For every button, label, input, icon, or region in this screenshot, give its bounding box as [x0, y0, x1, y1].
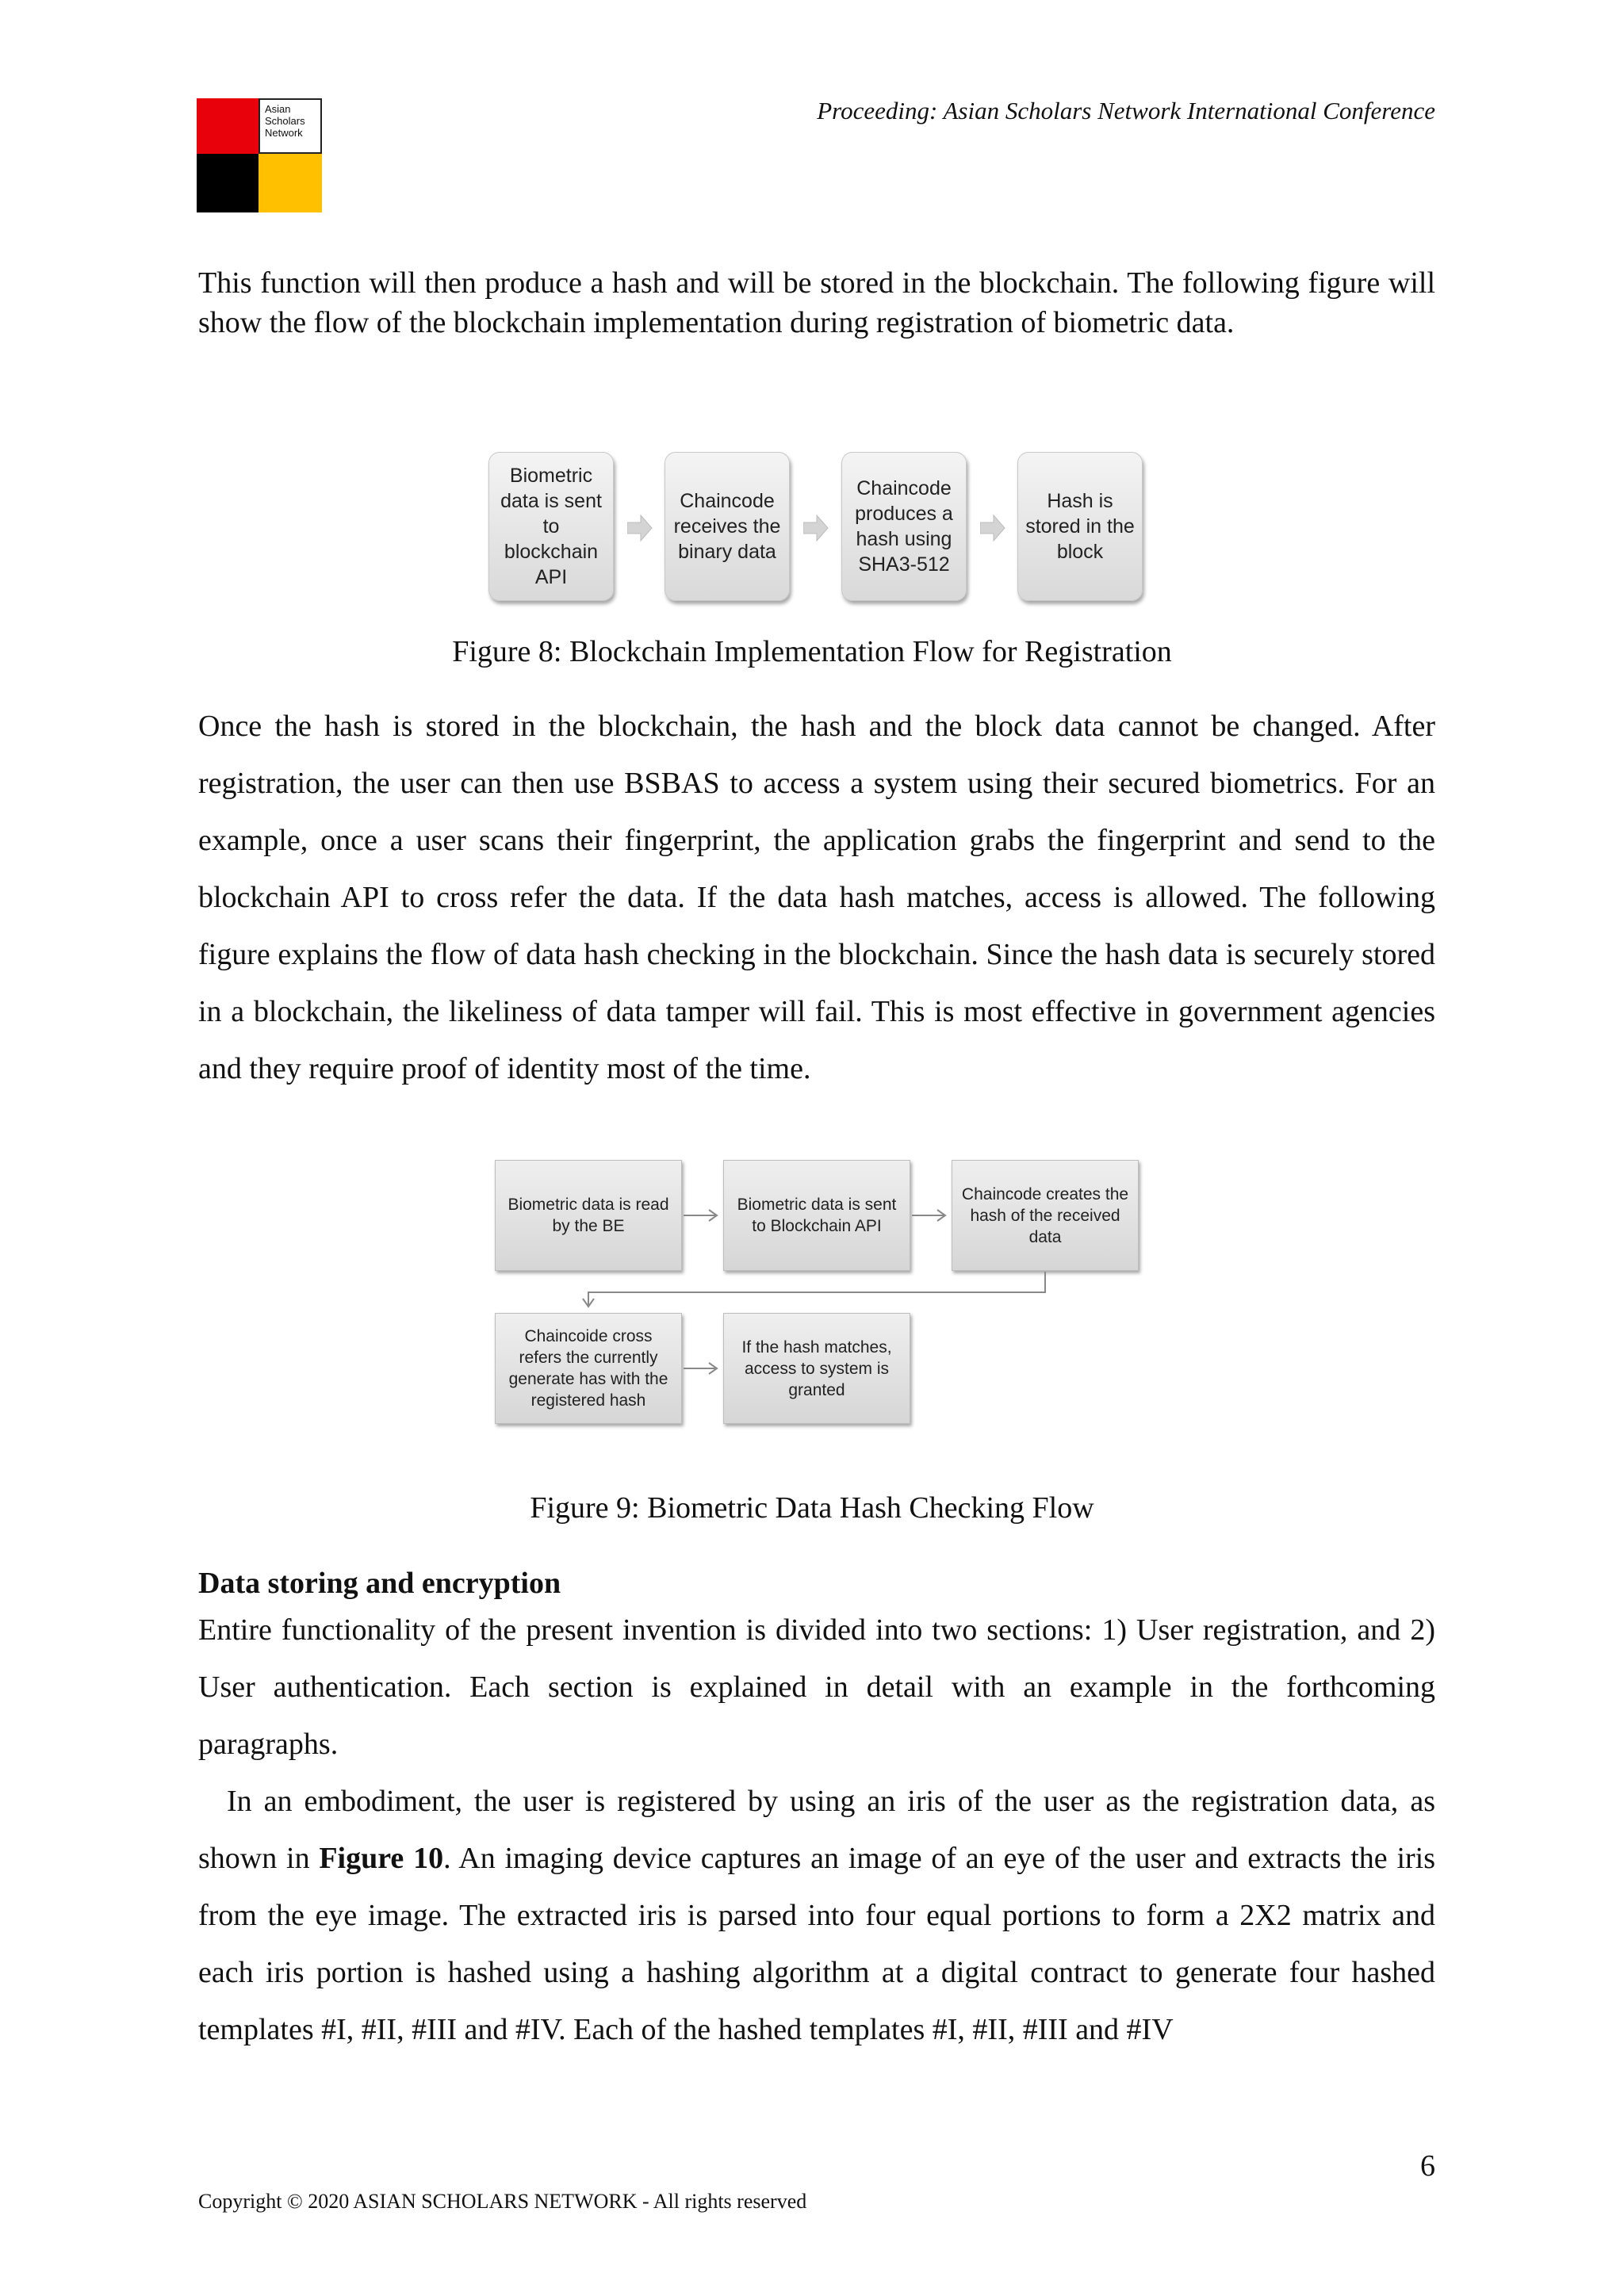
section-heading: Data storing and encryption [198, 1567, 561, 1600]
flow-step: Biometric data is sent to blockchain API [488, 452, 614, 601]
page-number: 6 [1420, 2149, 1435, 2183]
figure-9-caption: Figure 9: Biometric Data Hash Checking Flow [530, 1491, 1094, 1525]
flow-step: Chaincode produces a hash using SHA3-512 [841, 452, 967, 601]
paragraph-3: Entire functionality of the present invention is divided into two sections: 1) User registration, and 2) User authentication. Each section is explained in detail with an example in the forthcoming paragraphs. [198, 1613, 1435, 1761]
intro-paragraph: This function will then produce a hash and will be stored in the blockchain. The following figure will show the flow of the blockchain implementation during registration of biometric data. [198, 266, 1435, 339]
figure-8-caption: Figure 8: Blockchain Implementation Flow for Registration [452, 635, 1172, 668]
running-header: Proceeding: Asian Scholars Network International Conference [817, 97, 1435, 124]
flow-step: Biometric data is sent to Blockchain API [723, 1160, 910, 1271]
copyright-footer: Copyright © 2020 ASIAN SCHOLARS NETWORK - All rights reserved [198, 2190, 807, 2213]
figure-10-reference: Figure 10 [319, 1842, 444, 1875]
paragraph-4: In an embodiment, the user is registered by using an iris of the user as the registration data, as shown in Figure 10. An imaging device captures an image of an eye of the user and extracts the iris from the eye image. The extracted iris is parsed into four equal portions to form a 2X2 matrix and each iris portion is hashed using a hashing algorithm at a digital contract to generate four hashed templates #I, #II, #III and #IV. Each of the hashed templates #I, #II, #III and #IV [198, 1785, 1435, 2046]
flow-step: Hash is stored in the block [1017, 452, 1143, 601]
flow-step: Chaincode creates the hash of the received data [952, 1160, 1139, 1271]
flow-step: Chaincoide cross refers the currently generate has with the registered hash [495, 1313, 682, 1424]
connector-arrow [588, 1272, 1045, 1307]
logo-text: Asian Scholars Network [265, 103, 305, 139]
paragraph-2: Once the hash is stored in the blockchain, the hash and the block data cannot be changed. After registration, the user can then use BSBAS to access a system using their secured biometrics. For an example, once a user scans their fingerprint, the application grabs the fingerprint and send to the blockchain API to cross refer the data. If the data hash matches, access is allowed. The following figure explains the flow of data hash checking in the blockchain. Since the hash data is securely stored in a blockchain, the likeliness of data tamper will fail. This is most effective in government agencies and they require proof of identity most of the time. [198, 710, 1435, 1085]
flow-step: If the hash matches, access to system is granted [723, 1313, 910, 1424]
flow-step: Chaincode receives the binary data [665, 452, 790, 601]
flow-step: Biometric data is read by the BE [495, 1160, 682, 1271]
